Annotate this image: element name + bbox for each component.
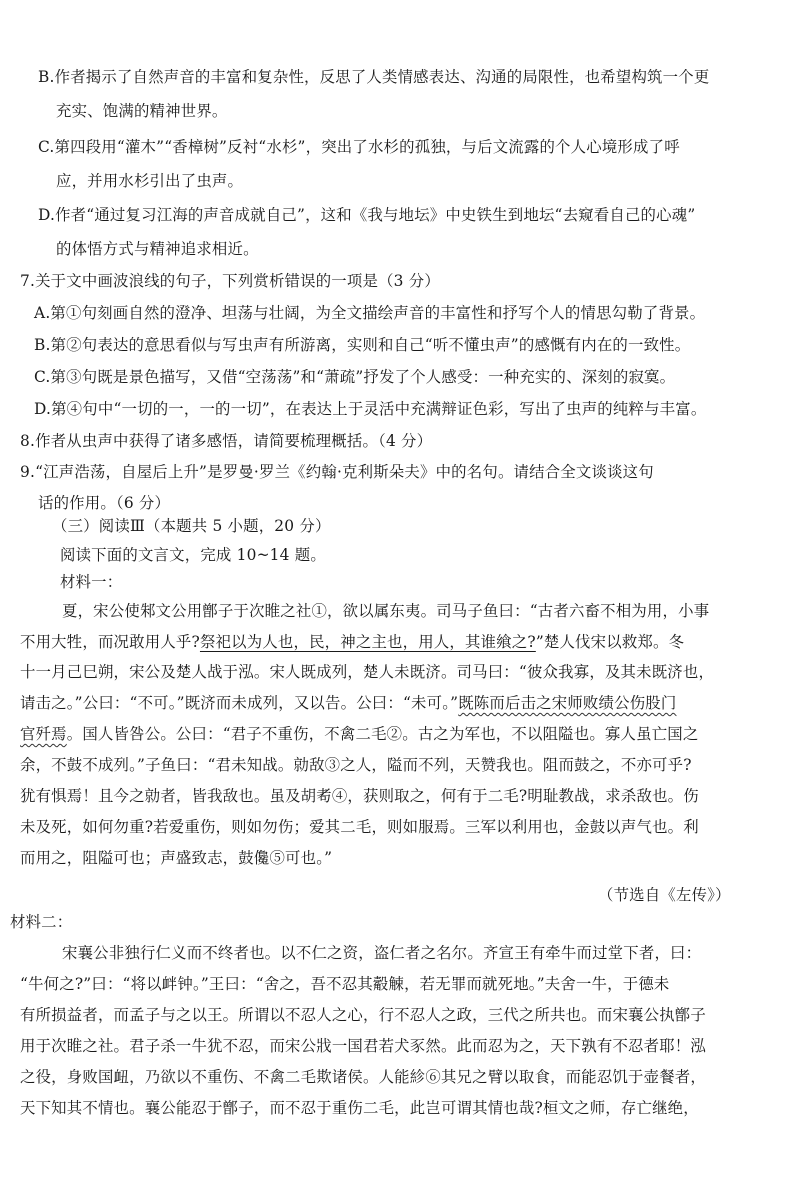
material-2-line: 宋襄公非独行仁义而不终者也。以不仁之资，盗仁者之名尔。齐宣王有牵牛而过堂下者，曰： [62,944,702,962]
material-2-line: “牛何之?”曰：“将以衅钟。”王曰：“舍之，吾不忍其觳觫，若无罪而就死地。”夫舍一牛，于德未 [20,975,670,993]
underlined-sentence: 祭祀以为人也，民，神之主也，用人，其谁飨之? [199,633,536,651]
material-1-text: 不用大牲，而况敢用人乎? [20,633,200,651]
q8-stem: 8.作者从虫声中获得了诸多感悟，请简要梳理概括。（4 分） [20,432,433,450]
material-1-text: ”楚人伐宋以救郑。冬 [535,633,685,651]
material-2-line: 用于次睢之社。君子杀一牛犹不忍，而宋公戕一国君若犬豕然。此而忍为之，天下孰有不忍者耶！泓 [20,1037,706,1055]
q7-option-d: D.第④句中“一切的一，一的一切”，在表达上于灵活中充满辩证色彩，写出了虫声的纯粹与丰富。 [34,400,707,418]
material-1-line [20,725,698,743]
material-1-text: 。国人皆咎公。公曰：“君子不重伤，不禽二毛②。古之为军也，不以阻隘也。寡人虽亡国之 [66,725,699,743]
material-2-label: 材料二： [10,913,73,931]
q6-option-c-line1: C.第四段用“灌木”“香樟树”反衬“水杉”，突出了水杉的孤独，与后文流露的个人心境形成了呼 [38,138,680,156]
q6-option-b-line2: 充实、饱满的精神世界。 [56,102,228,120]
material-1-line: 未及死，如何勿重?若爱重伤，则如勿伤；爱其二毛，则如服焉。三军以利用也，金鼓以声气也。利 [20,818,699,836]
material-1-label: 材料一： [60,573,123,591]
material-1-text: 请击之。”公曰：“不可。”既济而未成列，又以告。公曰：“未可。” [20,694,459,712]
q9-stem-line2: 话的作用。（6 分） [38,494,171,512]
section-title: （三）阅读Ⅲ（本题共 5 小题，20 分） [52,517,331,535]
q6-option-b-line1: B.作者揭示了自然声音的丰富和复杂性，反思了人类情感表达、沟通的局限性，也希望构筑一个更 [38,68,710,86]
q7-option-a: A.第①句刻画自然的澄净、坦荡与壮阔，为全文描绘声音的丰富性和抒写个人的情思勾勒了背景。 [34,304,706,322]
q9-stem-line1: 9.“江声浩荡，自屋后上升”是罗曼·罗兰《约翰·克利斯朵夫》中的名句。请结合全文谈谈这句 [20,463,654,481]
material-1-line: 夏，宋公使邾文公用鄫子于次睢之社①，欲以属东夷。司马子鱼曰：“古者六畜不相为用，小事 [62,602,710,620]
q7-stem: 7.关于文中画波浪线的句子，下列赏析错误的一项是（3 分） [20,272,440,290]
material-2-line: 之役，身败国衄，乃欲以不重伤、不禽二毛欺诸侯。人能紾⑥其兄之臂以取食，而能忍饥于壶餐者， [20,1068,706,1086]
q6-option-d-line2: 的体悟方式与精神追求相近。 [56,240,259,258]
material-1-line [20,694,676,712]
q6-option-c-line2: 应，并用水杉引出了虫声。 [56,172,244,190]
section-intro: 阅读下面的文言文，完成 10~14 题。 [60,546,326,564]
wavy-underlined-sentence: 官歼焉 [20,725,67,743]
material-2-line: 天下知其不情也。襄公能忍于鄫子，而不忍于重伤二毛，此岂可谓其情也哉?桓文之师，存亡继绝， [20,1099,699,1117]
material-1-line: 犹有惧焉！且今之勍者，皆我敌也。虽及胡耇④，获则取之，何有于二毛?明耻教战，求杀敌也。伤 [20,787,699,805]
material-1-line [20,633,684,651]
q7-option-c: C.第③句既是景色描写，又借“空荡荡”和“萧疏”抒发了个人感受：一种充实的、深刻的寂寞。 [34,368,676,386]
material-1-line: 十一月己巳朔，宋公及楚人战于泓。宋人既成列，楚人未既济。司马曰：“彼众我寡，及其未既济也， [20,663,715,681]
material-1-source: （节选自《左传》） [598,886,731,904]
material-1-line: 余，不鼓不成列。”子鱼曰：“君未知战。勍敌③之人，隘而不列，天赞我也。阻而鼓之，不亦可乎? [20,756,692,774]
material-1-line: 而用之，阻隘可也；声盛致志，鼓儳⑤可也。” [20,849,333,867]
q6-option-d-line1: D.作者“通过复习江海的声音成就自己”，这和《我与地坛》中史铁生到地坛“去窥看自己的心魂” [38,206,696,224]
q7-option-b: B.第②句表达的意思看似与写虫声有所游离，实则和自己“听不懂虫声”的感慨有内在的一致性。 [34,336,691,354]
wavy-underlined-sentence: 既陈而后击之宋师败绩公伤股门 [458,694,677,712]
material-2-line: 有所损益者，而孟子与之以王。所谓以不忍人之心，行不忍人之政，三代之所共也。而宋襄公执鄫子 [20,1006,706,1024]
